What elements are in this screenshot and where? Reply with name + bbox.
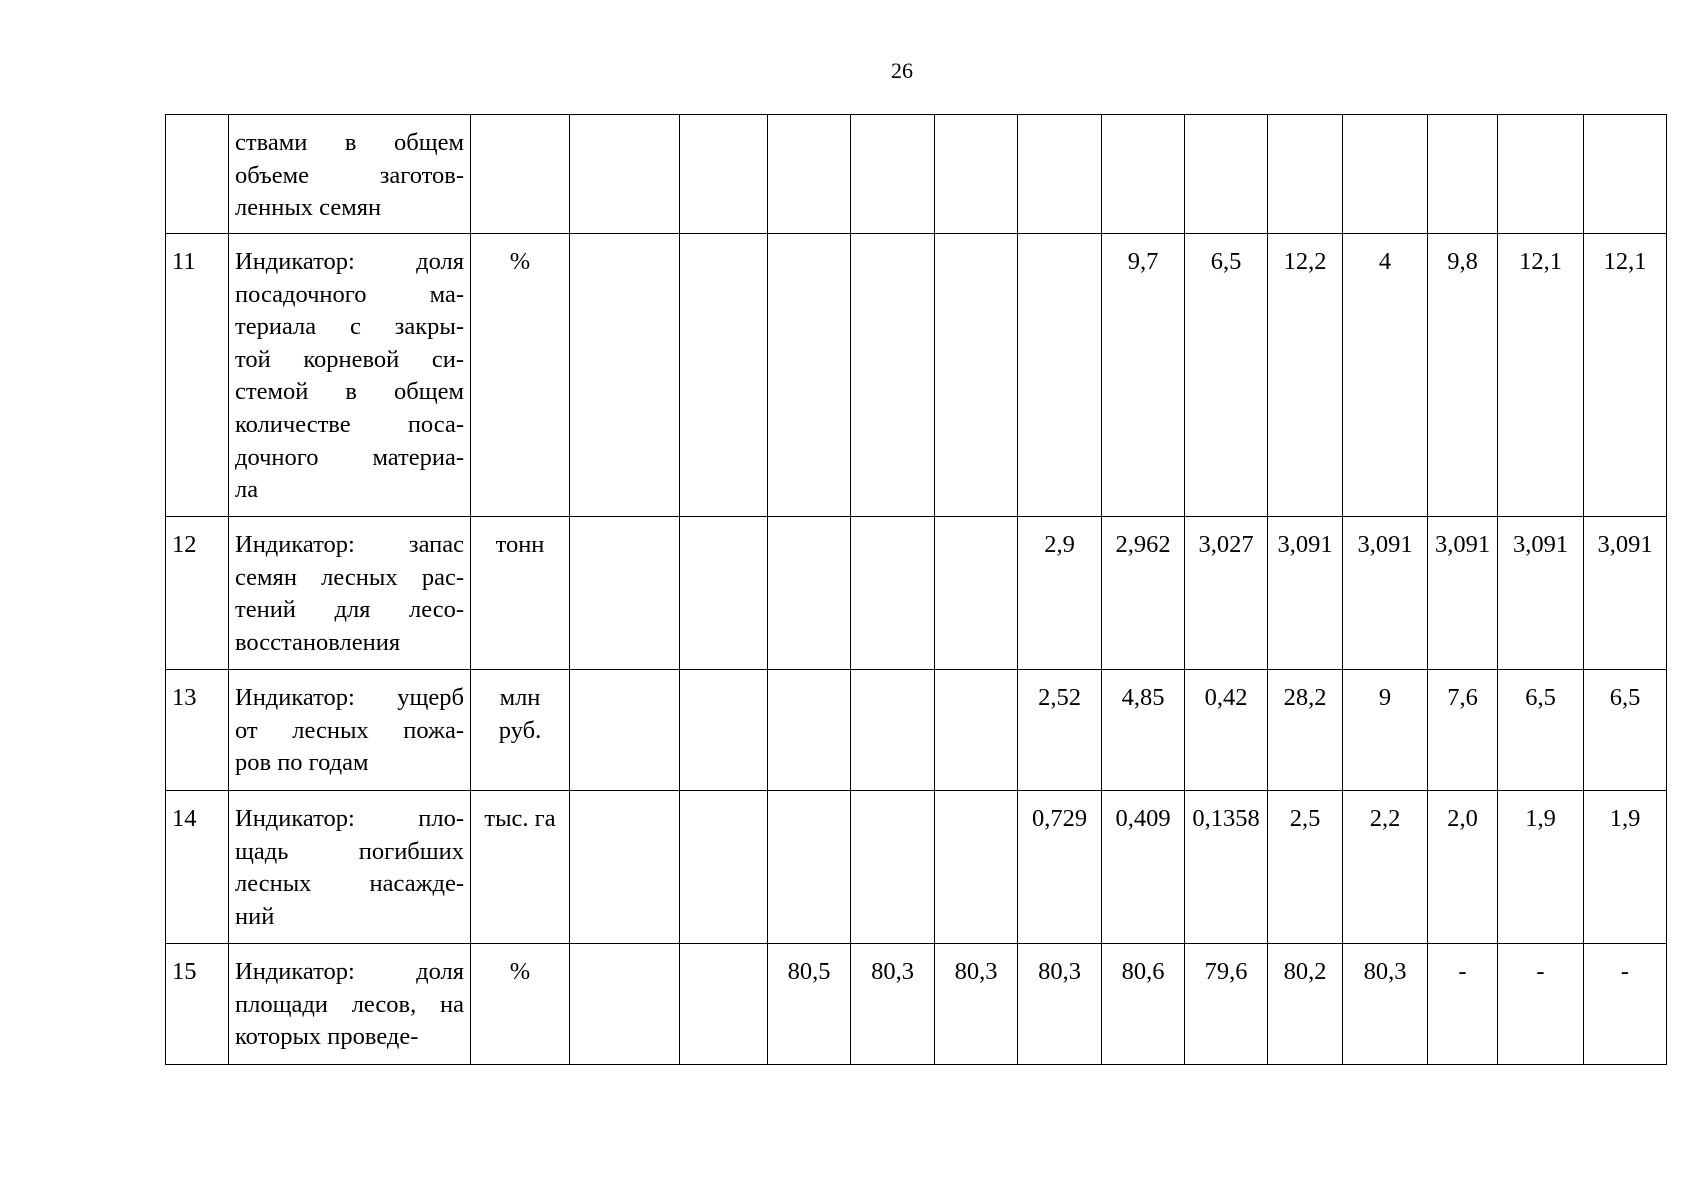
value-cell: 9	[1343, 670, 1428, 791]
indicator-name-line: ров по годам	[235, 749, 369, 777]
value-cell	[851, 670, 935, 791]
value-cell: 0,729	[1018, 791, 1102, 944]
value-cell: 9,7	[1102, 234, 1185, 517]
value-cell	[768, 234, 851, 517]
value-cell: 2,962	[1102, 517, 1185, 670]
value-cell: -	[1584, 944, 1667, 1065]
value-cell	[935, 234, 1018, 517]
value-cell	[570, 944, 680, 1065]
value-cell	[680, 517, 768, 670]
indicator-name-line: тений для лесо-	[235, 596, 464, 624]
indicator-name-line: ла	[235, 476, 259, 504]
indicator-name-line: Индикатор: доля	[235, 248, 464, 275]
value-cell: 1,9	[1584, 791, 1667, 944]
value-cell	[1428, 115, 1498, 234]
indicator-name-line: лесных насажде-	[235, 870, 464, 898]
unit-cell: тонн	[471, 517, 570, 670]
value-cell	[680, 791, 768, 944]
row-number: 12	[166, 517, 229, 670]
table-row	[166, 234, 1667, 517]
indicator-name-line: дочного материа-	[235, 443, 464, 471]
value-cell	[1498, 115, 1584, 234]
value-cell: 6,5	[1584, 670, 1667, 791]
unit-cell: тыс. га	[471, 791, 570, 944]
indicator-name-line: от лесных пожа-	[235, 716, 464, 744]
value-cell: 0,409	[1102, 791, 1185, 944]
value-cell: 80,5	[768, 944, 851, 1065]
value-cell: 6,5	[1498, 670, 1584, 791]
value-cell: 0,42	[1185, 670, 1268, 791]
indicators-table	[165, 114, 1667, 1065]
value-cell	[851, 791, 935, 944]
table-row	[166, 517, 1667, 670]
unit-cell: %	[471, 234, 570, 517]
unit-cell	[471, 115, 570, 234]
value-cell: -	[1498, 944, 1584, 1065]
unit-cell: млн руб.	[471, 670, 570, 791]
indicator-name-line: Индикатор: пло-	[235, 805, 464, 832]
value-cell: 2,5	[1268, 791, 1343, 944]
value-cell	[680, 944, 768, 1065]
value-cell: 2,52	[1018, 670, 1102, 791]
value-cell: 80,6	[1102, 944, 1185, 1065]
value-cell	[1584, 115, 1667, 234]
value-cell: 3,091	[1428, 517, 1498, 670]
value-cell	[570, 115, 680, 234]
value-cell	[1185, 115, 1268, 234]
indicator-name	[229, 234, 471, 517]
value-cell	[570, 517, 680, 670]
value-cell	[1018, 115, 1102, 234]
indicator-name-line: которых проведе-	[235, 1023, 419, 1051]
indicator-name-line: объеме заготов-	[235, 161, 464, 189]
value-cell: 80,3	[935, 944, 1018, 1065]
value-cell: 79,6	[1185, 944, 1268, 1065]
unit-cell: %	[471, 944, 570, 1065]
value-cell: 2,0	[1428, 791, 1498, 944]
value-cell: 2,9	[1018, 517, 1102, 670]
value-cell: 4	[1343, 234, 1428, 517]
value-cell: 3,091	[1584, 517, 1667, 670]
value-cell	[851, 517, 935, 670]
value-cell	[680, 234, 768, 517]
table-row	[166, 791, 1667, 944]
value-cell: 3,091	[1343, 517, 1428, 670]
value-cell: 3,027	[1185, 517, 1268, 670]
value-cell	[1018, 234, 1102, 517]
indicator-name-line: Индикатор: доля	[235, 958, 464, 985]
value-cell	[570, 670, 680, 791]
table-row	[166, 944, 1667, 1065]
table-row	[166, 670, 1667, 791]
value-cell	[570, 234, 680, 517]
indicator-name-line: количестве поса-	[235, 410, 464, 438]
value-cell	[768, 791, 851, 944]
indicator-name	[229, 791, 471, 944]
value-cell	[935, 517, 1018, 670]
value-cell: 0,1358	[1185, 791, 1268, 944]
value-cell: 7,6	[1428, 670, 1498, 791]
value-cell: 4,85	[1102, 670, 1185, 791]
value-cell	[851, 115, 935, 234]
value-cell: 12,2	[1268, 234, 1343, 517]
indicator-name-line: щадь погибших	[235, 837, 464, 865]
value-cell: 9,8	[1428, 234, 1498, 517]
value-cell	[768, 670, 851, 791]
value-cell: 12,1	[1584, 234, 1667, 517]
value-cell	[768, 517, 851, 670]
indicator-name-line: Индикатор: запас	[235, 531, 464, 558]
indicator-name-line: териала с закры-	[235, 313, 464, 341]
indicator-name-line: посадочного ма-	[235, 280, 464, 308]
value-cell: 2,2	[1343, 791, 1428, 944]
value-cell: -	[1428, 944, 1498, 1065]
value-cell: 80,3	[1018, 944, 1102, 1065]
value-cell: 80,3	[851, 944, 935, 1065]
indicator-name-line: ствами в общем	[235, 129, 464, 156]
value-cell	[935, 791, 1018, 944]
indicator-name-line: стемой в общем	[235, 378, 464, 406]
value-cell: 3,091	[1498, 517, 1584, 670]
table-row	[166, 115, 1667, 234]
value-cell: 12,1	[1498, 234, 1584, 517]
value-cell: 80,3	[1343, 944, 1428, 1065]
value-cell	[680, 115, 768, 234]
indicator-name-line: площади лесов, на	[235, 990, 464, 1018]
indicator-name-line: той корневой си-	[235, 345, 464, 373]
value-cell	[1102, 115, 1185, 234]
value-cell	[935, 670, 1018, 791]
value-cell: 6,5	[1185, 234, 1268, 517]
indicator-name-line: восстановления	[235, 628, 401, 656]
value-cell: 3,091	[1268, 517, 1343, 670]
value-cell: 80,2	[1268, 944, 1343, 1065]
value-cell	[1268, 115, 1343, 234]
indicator-name-line: ленных семян	[235, 194, 382, 222]
indicator-name-line: семян лесных рас-	[235, 563, 464, 591]
value-cell	[768, 115, 851, 234]
value-cell	[851, 234, 935, 517]
row-number	[166, 115, 229, 234]
indicator-name-line: ний	[235, 902, 275, 930]
value-cell	[935, 115, 1018, 234]
row-number: 13	[166, 670, 229, 791]
indicator-name	[229, 517, 471, 670]
indicator-name	[229, 670, 471, 791]
row-number: 11	[166, 234, 229, 517]
row-number: 14	[166, 791, 229, 944]
indicator-name-line: Индикатор: ущерб	[235, 684, 464, 711]
value-cell: 28,2	[1268, 670, 1343, 791]
indicator-name	[229, 944, 471, 1065]
page-number: 26	[891, 58, 913, 83]
row-number: 15	[166, 944, 229, 1065]
value-cell	[680, 670, 768, 791]
indicator-name	[229, 115, 471, 234]
value-cell	[1343, 115, 1428, 234]
value-cell: 1,9	[1498, 791, 1584, 944]
value-cell	[570, 791, 680, 944]
